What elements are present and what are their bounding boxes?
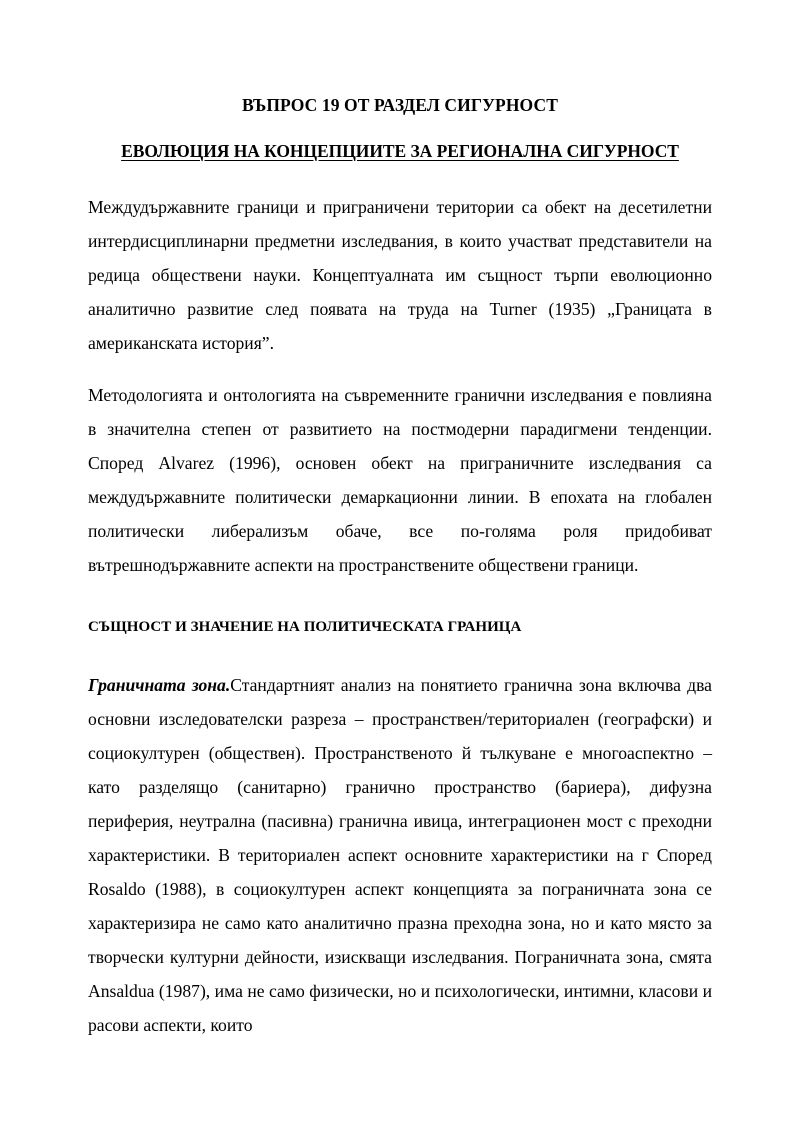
paragraph-3: [88, 644, 712, 1042]
document-title-sub: [88, 122, 712, 168]
paragraph-2: Методологията и онтологията на съвременните гранични изследвания е повлияна в значителна степен от развитието на постмодерни парадигмени тенденции. Според Alvarez (1996), основен обект на приграничните изследвания са междудържавните политически демаркационни линии. В епохата на глобален политически либерализъм обаче, все по-голяма роля придобиват вътрешнодържавните аспекти на пространствените обществени граници.: [88, 385, 712, 575]
document-title-sub-text: ЕВОЛЮЦИЯ НА КОНЦЕПЦИИТЕ ЗА РЕГИОНАЛНА СИГУРНОСТ: [121, 141, 679, 161]
document-title-main: ВЪПРОС 19 ОТ РАЗДЕЛ СИГУРНОСТ: [242, 95, 558, 115]
paragraph-1: Междудържавните граници и приграничени територии са обект на десетилетни интердисциплинарни предметни изследвания, в които участват представители на редица обществени науки. Концептуалната им същност търпи еволюционно аналитично развитие след появата на труда на Turner (1935) „Границата в американската история”.: [88, 197, 712, 353]
run-in-label-granichnata-zona: Граничната зона.: [88, 675, 231, 695]
section-heading-politicheska-granitsa: СЪЩНОСТ И ЗНАЧЕНИЕ НА ПОЛИТИЧЕСКАТА ГРАНИЦА: [88, 619, 522, 635]
paragraph-3-text: Стандартният анализ на понятието гранична зона включва два основни изследователски разреза – пространствен/териториален (географски) и социокултурен (обществен). Пространственото й тълкуване е многоаспектно – като разделящо (санитарно) гранично пространство (бариера), дифузна периферия, неутрална (пасивна) гранична ивица, интеграционен мост с преходни характеристики. В териториален аспект основните характеристики на г Според Rosaldo (1988), в социокултурен аспект концепцията за пограничната зона се характеризира не само като аналитично празна преходна зона, но и като място за творчески културни дейности, изискващи изследвания. Пограничната зона, смята Ansaldua (1987), има не само физически, но и психологически, интимни, класови и расови аспекти, които: [88, 675, 712, 1035]
document-content-column: [88, 0, 712, 1042]
